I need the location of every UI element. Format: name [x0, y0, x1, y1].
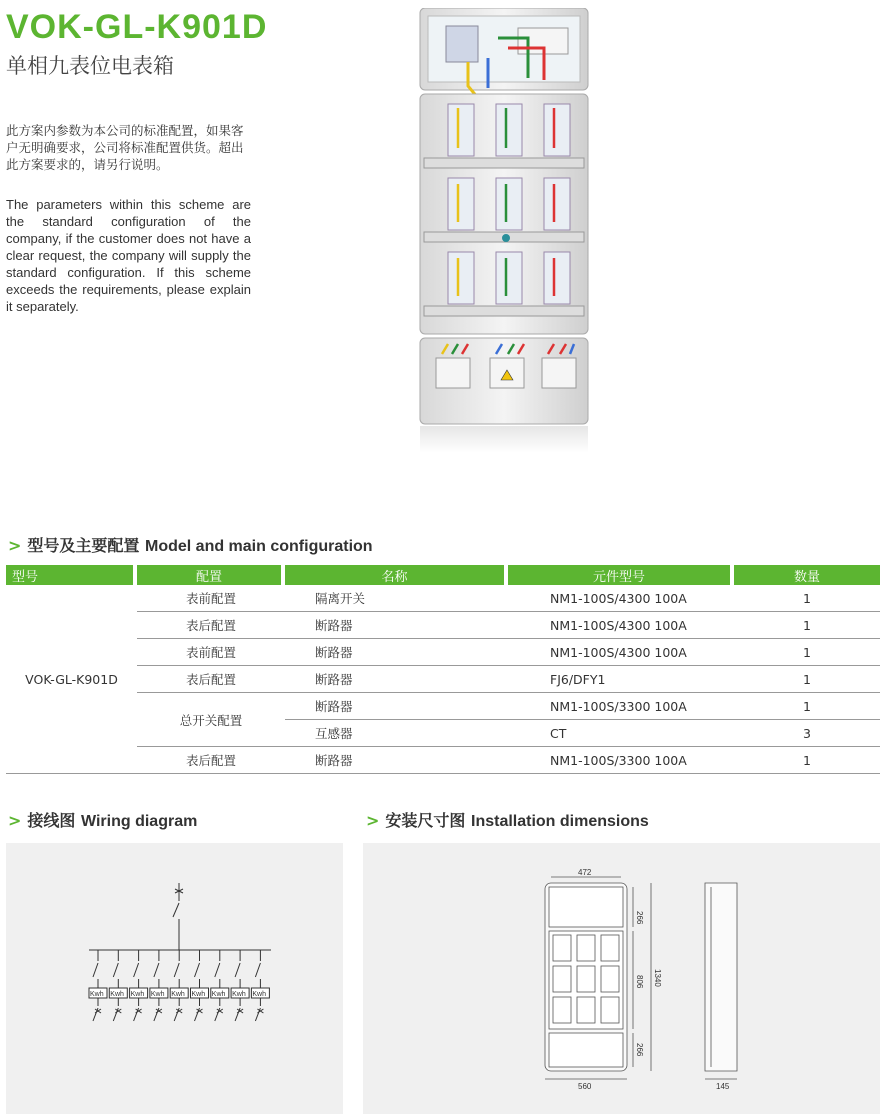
name-cell: 断路器: [285, 693, 508, 720]
table-row: [6, 612, 880, 639]
dim-bottom-height: 266: [635, 1043, 644, 1057]
qty-cell: 1: [734, 585, 880, 612]
part-cell: NM1-100S/3300 100A: [508, 693, 734, 720]
dim-mid-height: 806: [635, 975, 644, 989]
branch-circuit: [211, 950, 229, 1021]
part-cell: CT: [508, 720, 734, 747]
install-section-heading: [366, 808, 649, 831]
product-title: VOK-GL-K901D: [6, 8, 268, 46]
name-cell: 断路器: [285, 612, 508, 639]
config-title-cn: 型号及主要配置: [27, 536, 140, 555]
wiring-section-heading: [8, 808, 197, 831]
model-cell: VOK-GL-K901D: [6, 585, 137, 774]
dim-total-height: 1340: [653, 969, 662, 987]
dim-top-height: 266: [635, 911, 644, 925]
header-qty: 数量: [734, 565, 880, 585]
product-image: [418, 8, 590, 453]
product-subtitle: 单相九表位电表箱: [6, 54, 174, 78]
config-cell: 表后配置: [137, 747, 285, 774]
chevron-right-icon: >: [366, 811, 380, 830]
config-cell: 总开关配置: [137, 693, 285, 747]
name-cell: 互感器: [285, 720, 508, 747]
branch-circuit: [150, 950, 168, 1021]
installation-diagram: [363, 843, 880, 1114]
config-title-en: Model and main configuration: [145, 538, 373, 555]
dim-depth: 145: [716, 1082, 730, 1091]
meter-label: Kwh: [232, 991, 246, 998]
wiring-diagram: [6, 843, 343, 1114]
qty-cell: 1: [734, 666, 880, 693]
description-en: The parameters within this scheme are the standard configuration of the company, if the customer does not have a clear request, the company will supply the standard configuration. If this scheme exceeds the requirements, please explain it separately.: [6, 197, 251, 314]
chevron-right-icon: >: [8, 811, 22, 830]
config-cell: 表后配置: [137, 612, 285, 639]
meter-label: Kwh: [171, 991, 185, 998]
table-row: [6, 585, 880, 612]
meter-label: Kwh: [252, 991, 267, 998]
dim-bottom-width: 560: [578, 1082, 592, 1091]
meter-label: Kwh: [90, 991, 104, 998]
branch-circuit: [109, 950, 127, 1021]
branch-circuit: [191, 950, 209, 1021]
description-cn: 此方案内参数为本公司的标准配置，如果客户无明确要求，公司将标准配置供货。超出此方案要求的，请另行说明。: [6, 123, 244, 172]
part-cell: NM1-100S/4300 100A: [508, 612, 734, 639]
header-config: 配置: [137, 565, 285, 585]
meter-label: Kwh: [211, 991, 226, 998]
qty-cell: 1: [734, 612, 880, 639]
meter-label: Kwh: [150, 991, 165, 998]
wiring-title-cn: 接线图: [27, 811, 76, 830]
qty-cell: 1: [734, 747, 880, 774]
part-cell: NM1-100S/4300 100A: [508, 585, 734, 612]
branch-circuit: [231, 950, 249, 1021]
branch-circuit: [89, 950, 107, 1021]
name-cell: 隔离开关: [285, 585, 508, 612]
wiring-title-en: Wiring diagram: [81, 813, 198, 830]
meter-label: Kwh: [191, 991, 206, 998]
config-cell: 表前配置: [137, 585, 285, 612]
qty-cell: 3: [734, 720, 880, 747]
part-cell: NM1-100S/4300 100A: [508, 639, 734, 666]
table-row: [6, 693, 880, 720]
qty-cell: 1: [734, 693, 880, 720]
table-row: [6, 666, 880, 693]
chevron-right-icon: >: [8, 536, 22, 555]
config-cell: 表后配置: [137, 666, 285, 693]
install-title-cn: 安装尺寸图: [385, 811, 466, 830]
config-section-heading: [8, 533, 373, 556]
branch-circuit: [130, 950, 148, 1021]
table-row: [6, 747, 880, 774]
table-row: [6, 639, 880, 666]
name-cell: 断路器: [285, 639, 508, 666]
branch-circuit: [170, 950, 188, 1021]
meter-label: Kwh: [130, 991, 145, 998]
install-title-en: Installation dimensions: [471, 813, 649, 830]
name-cell: 断路器: [285, 666, 508, 693]
meter-label: Kwh: [110, 991, 124, 998]
config-table: [6, 565, 880, 774]
part-cell: FJ6/DFY1: [508, 666, 734, 693]
part-cell: NM1-100S/3300 100A: [508, 747, 734, 774]
dim-top-width: 472: [578, 868, 592, 877]
branch-circuit: [251, 950, 269, 1021]
header-name: 名称: [285, 565, 508, 585]
header-part: 元件型号: [508, 565, 734, 585]
qty-cell: 1: [734, 639, 880, 666]
header-model: 型号: [6, 565, 137, 585]
name-cell: 断路器: [285, 747, 508, 774]
config-cell: 表前配置: [137, 639, 285, 666]
